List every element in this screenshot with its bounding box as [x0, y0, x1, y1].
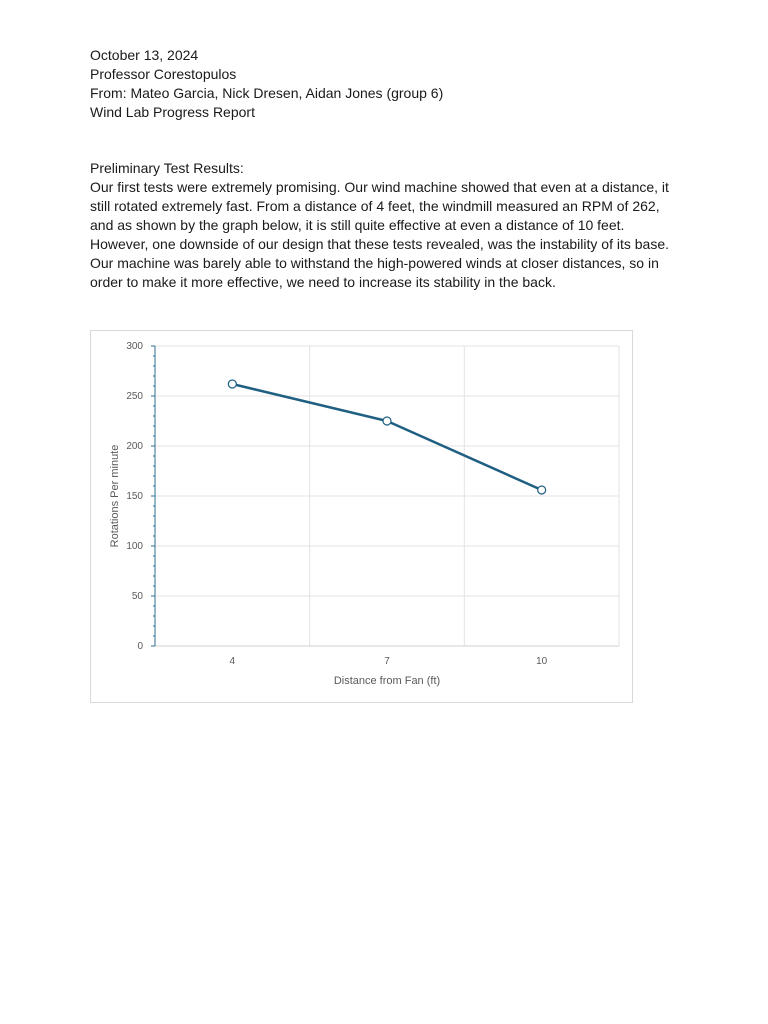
x-tick-label: 4	[229, 656, 236, 667]
chart-gridlines	[155, 346, 619, 646]
data-point	[538, 486, 546, 494]
memo-recipient: Professor Corestopulos	[90, 66, 237, 82]
chart-svg	[91, 331, 634, 704]
x-axis-title: Distance from Fan (ft)	[333, 675, 441, 687]
memo-header	[90, 46, 690, 122]
y-tick-label: 150	[126, 491, 143, 502]
x-tick-label: 10	[536, 656, 548, 667]
memo-from: From: Mateo Garcia, Nick Dresen, Aidan Jones (group 6)	[90, 85, 444, 101]
chart-tick-labels	[126, 341, 547, 667]
y-tick-label: 250	[126, 391, 143, 402]
rpm-chart	[90, 330, 633, 703]
data-point	[228, 380, 236, 388]
y-tick-label: 0	[137, 641, 143, 652]
memo-date: October 13, 2024	[90, 47, 199, 63]
data-point	[383, 417, 391, 425]
section-paragraph: Our first tests were extremely promising. Our wind machine showed that even at a distance, it still rotated extremely fast. From a distance of 4 feet, the windmill measured an RPM of 262, and as shown by the graph below, it is still quite effective at even a distance of 10 feet. However, one downside of our design that these tests revealed, was the instability of its base. Our machine was barely able to withstand the high-powered winds at closer distances, so in order to make it more effective, we need to increase its stability in the back.	[90, 179, 669, 290]
y-tick-label: 100	[126, 541, 143, 552]
y-tick-label: 50	[131, 591, 143, 602]
series-line	[232, 384, 541, 490]
memo-subject: Wind Lab Progress Report	[90, 104, 255, 120]
y-axis-title: Rotations Per minute	[109, 444, 121, 548]
chart-series	[228, 380, 545, 494]
x-tick-label: 7	[384, 656, 390, 667]
section-heading: Preliminary Test Results:	[90, 160, 244, 176]
y-tick-label: 200	[126, 441, 143, 452]
y-tick-label: 300	[126, 341, 143, 352]
results-section	[90, 159, 682, 292]
